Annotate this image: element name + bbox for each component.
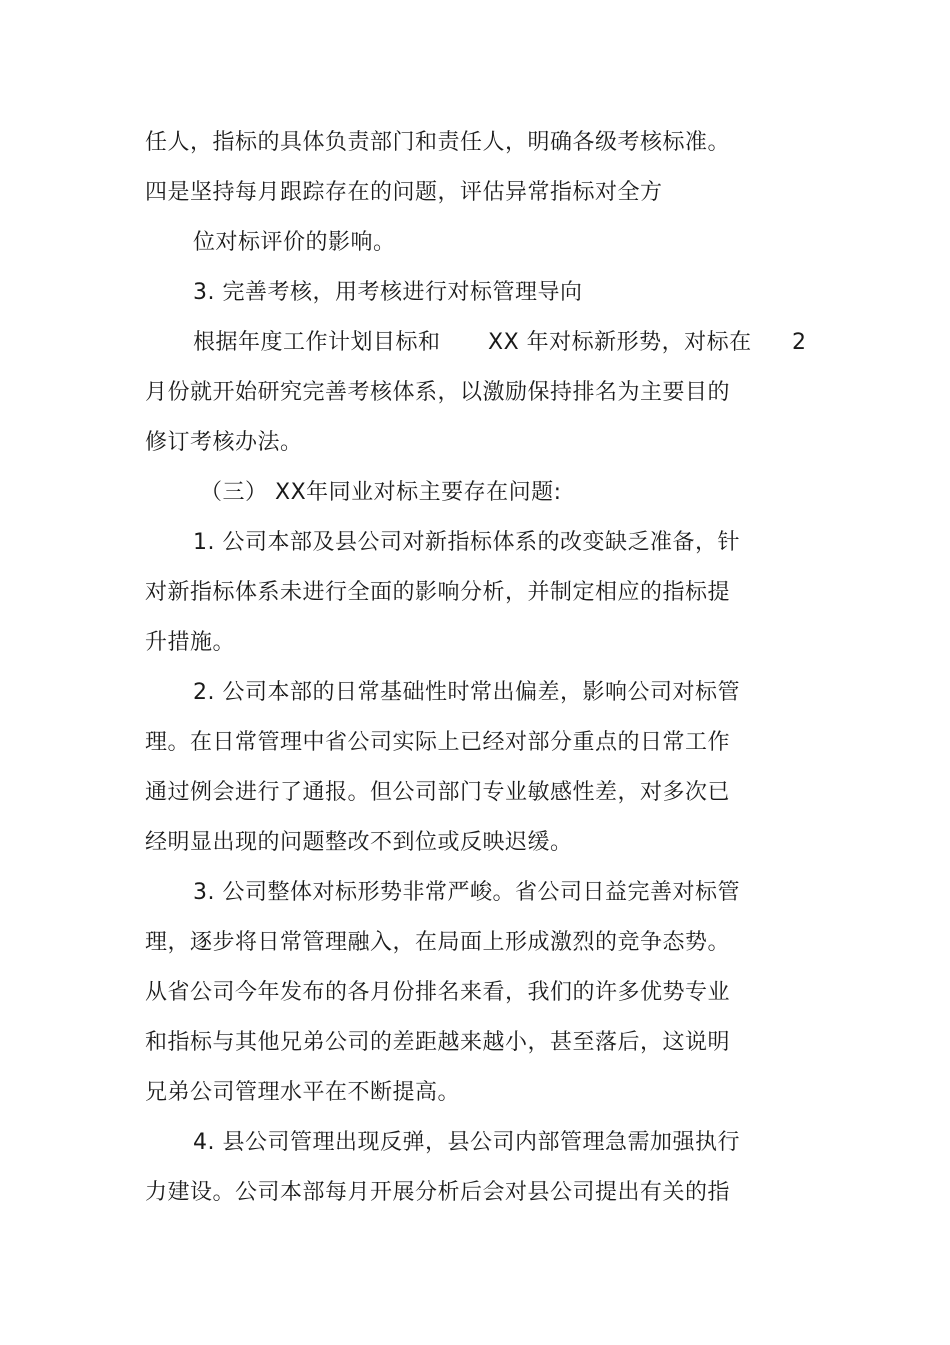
text-line: 月份就开始研究完善考核体系，以激励保持排名为主要目的 (145, 380, 731, 405)
text-line: 1. 公司本部及县公司对新指标体系的改变缺乏准备，针 (193, 530, 740, 555)
text-line: 从省公司今年发布的各月份排名来看，我们的许多优势专业 (145, 980, 731, 1005)
text-line: 理。在日常管理中省公司实际上已经对部分重点的日常工作 (145, 730, 731, 755)
text-line: XX 年对标新形势，对标在 (488, 330, 752, 355)
text-line: 任人，指标的具体负责部门和责任人，明确各级考核标准。 (145, 130, 731, 155)
text-line: 2. 公司本部的日常基础性时常出偏差，影响公司对标管 (193, 680, 740, 705)
section-heading: 3. 完善考核，用考核进行对标管理导向 (193, 280, 583, 305)
text-line: 四是坚持每月跟踪存在的问题，评估异常指标对全方 (145, 180, 663, 205)
text-line: 根据年度工作计划目标和 (193, 330, 441, 355)
text-line: 4. 县公司管理出现反弹，县公司内部管理急需加强执行 (193, 1130, 740, 1155)
text-line: 通过例会进行了通报。但公司部门专业敏感性差，对多次已 (145, 780, 731, 805)
text-line: 经明显出现的问题整改不到位或反映迟缓。 (145, 830, 573, 855)
section-heading: （三） XX年同业对标主要存在问题: (200, 480, 562, 505)
text-line: 位对标评价的影响。 (193, 230, 396, 255)
text-line: 2 (792, 330, 807, 355)
text-line: 对新指标体系未进行全面的影响分析，并制定相应的指标提 (145, 580, 731, 605)
text-line: 理，逐步将日常管理融入，在局面上形成激烈的竞争态势。 (145, 930, 731, 955)
text-line: 兄弟公司管理水平在不断提高。 (145, 1080, 461, 1105)
text-line: 力建设。公司本部每月开展分析后会对县公司提出有关的指 (145, 1180, 731, 1205)
text-line: 修订考核办法。 (145, 430, 303, 455)
text-line: 升措施。 (145, 630, 236, 655)
text-line: 3. 公司整体对标形势非常严峻。省公司日益完善对标管 (193, 880, 740, 905)
text-line: 和指标与其他兄弟公司的差距越来越小，甚至落后，这说明 (145, 1030, 731, 1055)
